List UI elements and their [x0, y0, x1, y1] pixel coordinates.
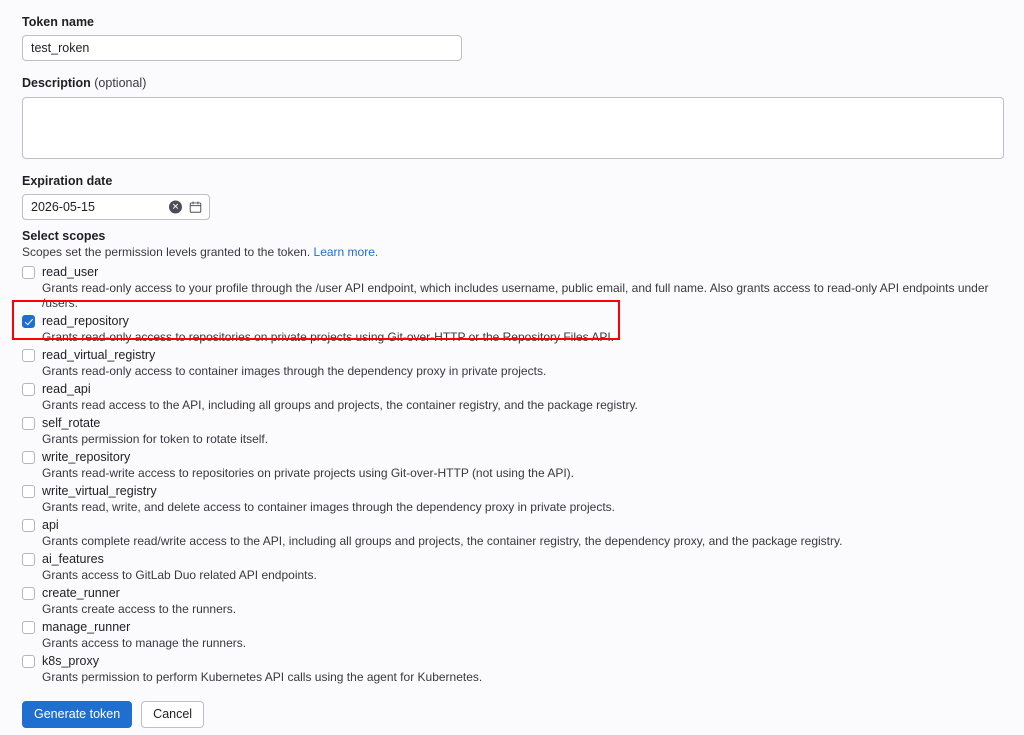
scope-description: Grants create access to the runners. — [42, 601, 237, 616]
scope-row — [22, 450, 1002, 481]
expiration-label: Expiration date — [22, 173, 113, 188]
scope-description: Grants access to GitLab Duo related API endpoints. — [42, 567, 317, 582]
scope-name: read_user — [42, 264, 99, 279]
description-label-text: Description — [22, 76, 95, 91]
scope-name: api — [42, 517, 59, 532]
scope-row — [22, 314, 1002, 345]
description-field — [22, 75, 1002, 158]
scope-row — [22, 654, 1002, 685]
scope-row — [22, 265, 1002, 311]
scope-header — [22, 348, 1002, 364]
scope-checkbox-write_repository[interactable] — [22, 451, 35, 464]
scopes-title: Select scopes — [22, 228, 106, 243]
scope-checkbox-read_virtual_registry[interactable] — [22, 349, 35, 362]
scope-row — [22, 348, 1002, 379]
scope-name: write_repository — [42, 449, 131, 464]
scope-row — [22, 484, 1002, 515]
scope-name: self_rotate — [42, 415, 101, 430]
scope-description: Grants permission to perform Kubernetes API calls using the agent for Kubernetes. — [42, 669, 483, 684]
scope-checkbox-api[interactable] — [22, 519, 35, 532]
scopes-subtitle-text: Scopes set the permission levels granted to the token. — [22, 244, 311, 259]
scope-checkbox-ai_features[interactable] — [22, 553, 35, 566]
scope-name: write_virtual_registry — [42, 483, 157, 498]
description-textarea[interactable] — [22, 97, 1004, 159]
scope-description: Grants access to manage the runners. — [42, 635, 247, 650]
scope-description: Grants complete read/write access to the API, including all groups and projects, the container registry, the dependency proxy, and the package registry. — [42, 533, 843, 548]
scope-checkbox-create_runner[interactable] — [22, 587, 35, 600]
scope-row — [22, 416, 1002, 447]
scope-header — [22, 552, 1002, 568]
learn-more-link[interactable]: Learn more. — [313, 244, 379, 259]
description-label — [22, 75, 1002, 91]
scope-description: Grants read-write access to repositories on private projects using Git-over-HTTP (not using the API). — [42, 465, 574, 480]
scope-checkbox-read_user[interactable] — [22, 266, 35, 279]
scope-checkbox-read_api[interactable] — [22, 383, 35, 396]
expiration-field — [22, 173, 1002, 220]
scope-row — [22, 552, 1002, 583]
cancel-button[interactable]: Cancel — [141, 701, 204, 728]
scope-description: Grants read, write, and delete access to container images through the dependency proxy in private projects. — [42, 499, 615, 514]
scope-description: Grants read access to the API, including all groups and projects, the container registry, and the package registry. — [42, 397, 638, 412]
scope-header — [22, 416, 1002, 432]
spacer — [22, 61, 1002, 75]
scope-description: Grants read-only access to container images through the dependency proxy in private projects. — [42, 363, 547, 378]
scope-checkbox-write_virtual_registry[interactable] — [22, 485, 35, 498]
scope-description: Grants permission for token to rotate itself. — [42, 431, 269, 446]
calendar-icon[interactable] — [189, 200, 202, 213]
clear-icon[interactable]: ✕ — [169, 200, 182, 213]
scopes-subtitle — [22, 245, 1002, 259]
scope-header — [22, 586, 1002, 602]
expiration-input-wrap — [22, 194, 210, 220]
spacer — [22, 159, 1002, 173]
scope-row — [22, 620, 1002, 651]
scope-header — [22, 654, 1002, 670]
scope-name: ai_features — [42, 551, 104, 566]
scope-header — [22, 620, 1002, 636]
scope-checkbox-manage_runner[interactable] — [22, 621, 35, 634]
scope-checkbox-self_rotate[interactable] — [22, 417, 35, 430]
scopes-section — [22, 229, 1002, 685]
scope-name: create_runner — [42, 585, 120, 600]
scope-row — [22, 382, 1002, 413]
scope-name: read_repository — [42, 313, 129, 328]
form-actions — [22, 701, 1002, 728]
scope-checkbox-read_repository[interactable] — [22, 315, 35, 328]
token-name-field — [22, 14, 1002, 61]
scope-list — [22, 265, 1002, 685]
scope-header — [22, 382, 1002, 398]
scope-checkbox-k8s_proxy[interactable] — [22, 655, 35, 668]
token-name-label: Token name — [22, 15, 95, 29]
scope-header — [22, 450, 1002, 466]
generate-token-button[interactable]: Generate token — [22, 701, 132, 728]
scope-description: Grants read-only access to repositories on private projects using Git-over-HTTP or the Repository Files API. — [42, 329, 615, 344]
scope-header — [22, 314, 1002, 330]
scope-name: read_api — [42, 381, 91, 396]
scope-row — [22, 518, 1002, 549]
scope-name: k8s_proxy — [42, 653, 99, 668]
scope-row — [22, 586, 1002, 617]
scope-name: manage_runner — [42, 619, 131, 634]
scope-header — [22, 484, 1002, 500]
description-optional-text: (optional) — [94, 76, 147, 91]
scope-name: read_virtual_registry — [42, 347, 156, 362]
scope-header — [22, 265, 1002, 281]
spacer — [22, 220, 1002, 229]
scope-description: Grants read-only access to your profile through the /user API endpoint, which includes username, public email, and full name. Also grants access to read-only API endpoints under /users. — [42, 280, 989, 310]
token-name-input[interactable] — [22, 35, 462, 61]
scope-header — [22, 518, 1002, 534]
